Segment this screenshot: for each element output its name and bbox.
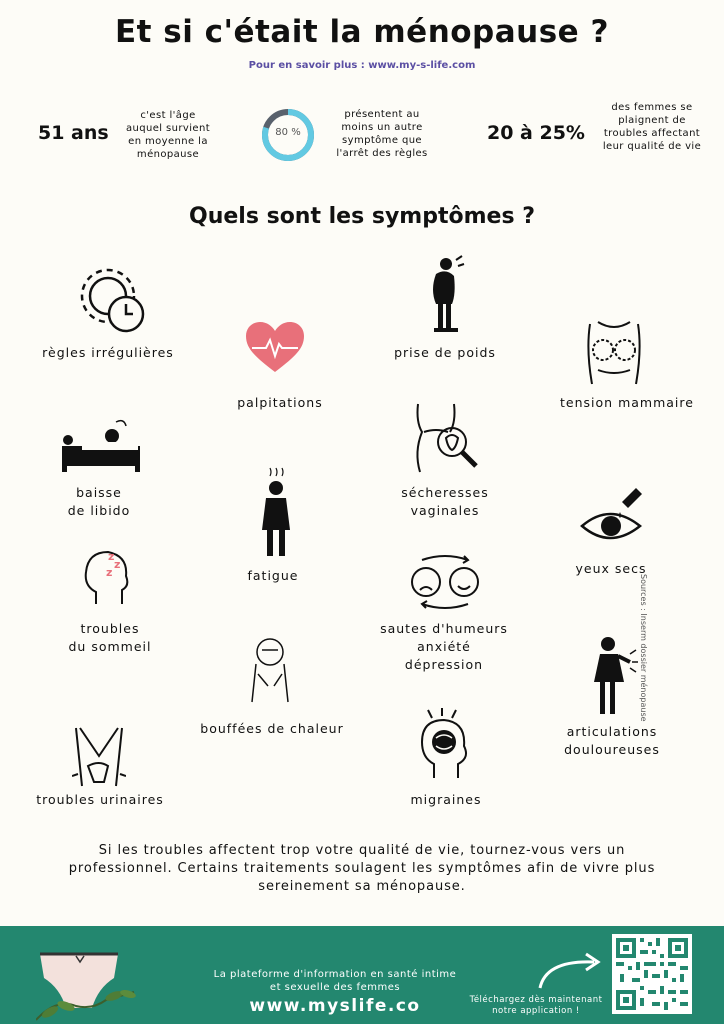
symptom-migraines: migraines <box>410 792 482 807</box>
brain-head-icon <box>418 706 472 780</box>
symptom-bouffees: bouffées de chaleur <box>200 721 344 736</box>
sleep-head-icon <box>82 546 132 606</box>
sources-note: Sources : Inserm dossier ménopause <box>639 574 648 722</box>
symptom-secheresses: sécheresses vaginales <box>401 485 489 518</box>
symptom-libido: baisse de libido <box>67 485 131 518</box>
stat-range-text: des femmes se plaignent de troubles affectant leur qualité de vie <box>602 102 702 152</box>
footer-tagline: La plateforme d'information en santé intime et sexuelle des femmes <box>213 969 457 993</box>
stat-age-text: c'est l'âge auquel survient en moyenne la ménopause <box>125 110 211 160</box>
stat-range-value: 20 à 25% <box>487 122 585 144</box>
hot-flash-head-icon <box>248 634 294 704</box>
svg-text:z: z <box>106 566 113 579</box>
arrow-icon <box>536 952 604 990</box>
symptom-fatigue: fatigue <box>247 568 299 583</box>
tired-woman-icon <box>258 466 294 558</box>
underwear-icon <box>36 948 140 1022</box>
bed-icon <box>58 418 144 474</box>
clock-gear-icon <box>78 266 148 334</box>
symptom-urinaires: troubles urinaires <box>36 792 164 807</box>
weight-gain-woman-icon <box>422 254 466 334</box>
pelvis-icon <box>72 726 126 788</box>
page-subtitle[interactable]: Pour en savoir plus : www.my-s-life.com <box>248 60 476 71</box>
stat-age-value: 51 ans <box>38 122 109 144</box>
footer-url[interactable]: www.myslife.co <box>249 996 421 1016</box>
joint-pain-woman-icon <box>590 634 638 716</box>
mood-faces-icon <box>408 552 482 610</box>
eye-drop-icon <box>578 486 644 552</box>
svg-text:z: z <box>114 558 121 571</box>
symptom-articulations: articulations douloureuses <box>564 724 660 757</box>
stat-percent-text: présentent au moins un autre symptôme que l'arrêt des règles <box>336 109 428 159</box>
page-title: Et si c'était la ménopause ? <box>115 14 609 50</box>
footer-download: Téléchargez dès maintenant notre application ! <box>469 995 603 1016</box>
symptom-tension: tension mammaire <box>560 395 694 410</box>
symptom-sommeil: troubles du sommeil <box>68 621 152 654</box>
chest-icon <box>584 320 644 386</box>
percent-ring <box>260 107 316 163</box>
svg-text:z: z <box>108 550 115 563</box>
section-title: Quels sont les symptômes ? <box>189 204 535 229</box>
symptom-humeurs: sautes d'humeurs anxiété dépression <box>380 621 508 672</box>
qr-code-icon[interactable] <box>612 934 692 1014</box>
stat-percent-value: 80 % <box>275 127 301 138</box>
symptom-palpitations: palpitations <box>237 395 323 410</box>
symptom-yeux: yeux secs <box>575 561 647 576</box>
advice-paragraph: Si les troubles affectent trop votre qualité de vie, tournez-vous vers un professionnel. Certains traitements soulagent les symptômes afin de vivre plus sereinement sa ménopause. <box>68 843 656 894</box>
symptom-regles: règles irrégulières <box>42 345 174 360</box>
heart-pulse-icon <box>244 320 306 374</box>
symptom-poids: prise de poids <box>394 345 496 360</box>
magnifier-body-icon <box>410 402 482 476</box>
